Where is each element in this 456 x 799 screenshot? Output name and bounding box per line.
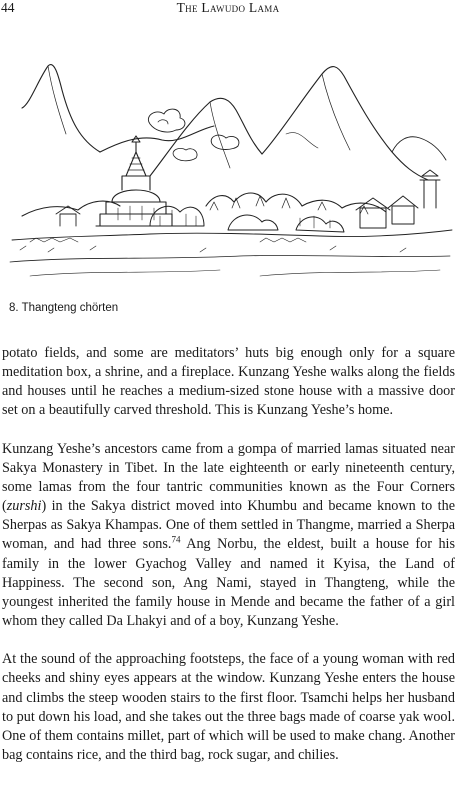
footnote-reference[interactable]: 74: [171, 534, 181, 545]
paragraph-text: potato fields, and some are meditators’ huts big enough only for a square meditation box, a shrine, and a fireplace. Kunzang Yeshe walks along the fields and houses until he reaches a medium-sized stone house with a massive door set on a beautifully carved threshold. This is Kunzang Yeshe’s home.: [2, 345, 455, 419]
paragraph-text: Ang Norbu, the eldest, built a house for his family in the lower Gyachog Valley and named it Kyisa, the Land of Happiness. The second son, Ang Nami, stayed in Thangteng, while the youngest inherited the family house in Mende and became the father of a girl whom they called Da Lhakyi and of a boy, Kunzang Yeshe.: [2, 536, 455, 630]
paragraph-2: [2, 440, 455, 632]
paragraph-text: ) in the Sakya district moved into Khumbu and became known to the Sherpas as Sakya Khampas. One of them settled in Thangme, married a Sherpa woman, and had three sons.: [2, 498, 455, 553]
figure-caption: 8. Thangteng chörten: [9, 302, 119, 314]
italic-term: zurshi: [6, 498, 42, 515]
thangteng-chorten-sketch: [0, 30, 456, 292]
page-number: 44: [1, 0, 15, 15]
running-title: The Lawudo Lama: [176, 0, 280, 15]
paragraph-text: At the sound of the approaching footsteps, the face of a young woman with red cheeks and shiny eyes appears at the window. Kunzang Yeshe enters the house and climbs the steep wooden stairs to the first floor. Tsamchi helps her husband to put down his load, and she takes out the three bags made of coarse yak wool. One of them contains millet, part of which will be used to make chang. Another bag contains rice, and the third bag, rock sugar, and chilies.: [2, 651, 455, 763]
paragraph-3: [2, 650, 455, 765]
paragraph-1: [2, 344, 455, 421]
body-text: [2, 344, 455, 765]
figure-illustration: [0, 30, 456, 292]
paragraph-text: Kunzang Yeshe’s ancestors came from a gompa of married lamas situated near Sakya Monastery in Tibet. In the late eighteenth or early nineteenth century, some lamas from the four tantric communities known as the Four Corners (: [2, 440, 455, 515]
page-header: [0, 0, 456, 16]
